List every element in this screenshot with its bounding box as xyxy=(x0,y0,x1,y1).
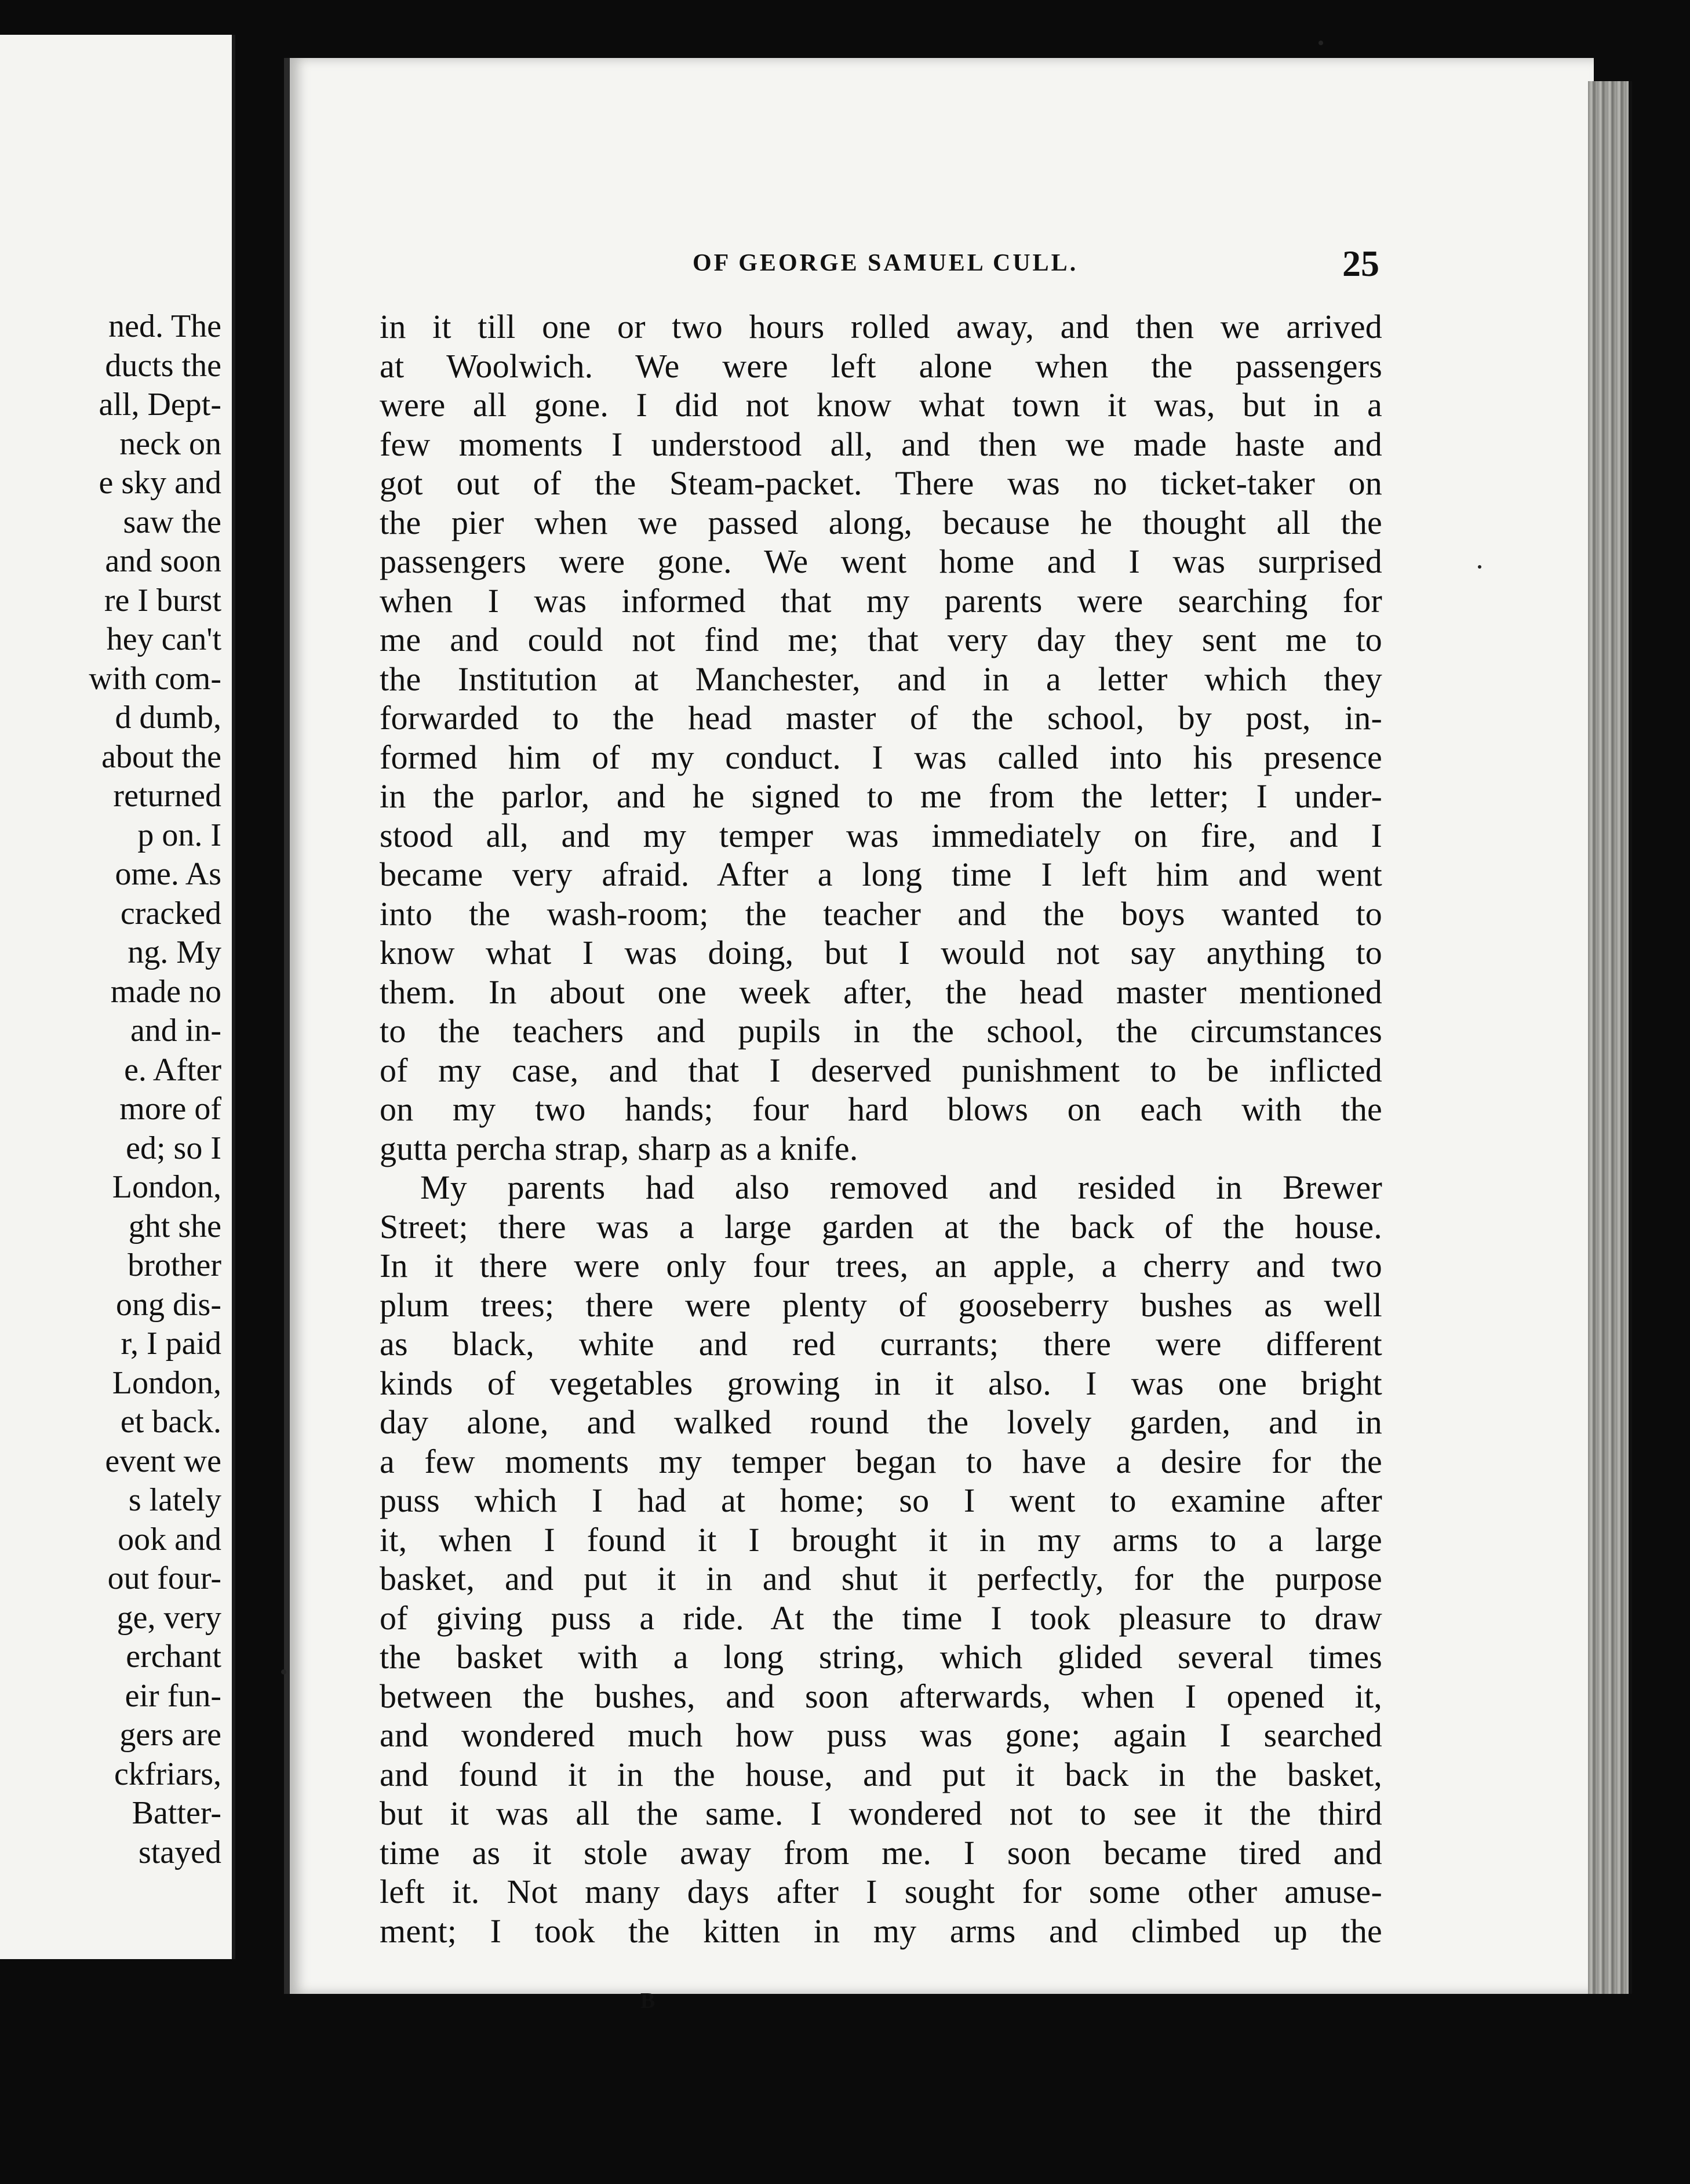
body-line: forwarded to the head master of the school, by post, in- xyxy=(380,699,1382,737)
left-page-line: brother xyxy=(128,1247,221,1283)
body-text xyxy=(380,307,1382,1950)
body-line: time as it stole away from me. I soon became tired and xyxy=(380,1833,1382,1872)
body-line: but it was all the same. I wondered not to see it the third xyxy=(380,1794,1382,1832)
body-line: know what I was doing, but I would not say anything to xyxy=(380,934,1382,971)
body-line: and found it in the house, and put it back in the basket, xyxy=(380,1755,1382,1793)
body-line: passengers were gone. We went home and I was surprised xyxy=(380,543,1382,580)
left-page-line: cracked xyxy=(120,895,221,931)
left-page-line: e sky and xyxy=(99,465,221,501)
body-line: plum trees; there were plenty of gooseberry bushes as well xyxy=(380,1286,1382,1324)
left-page-line: about the xyxy=(101,738,221,775)
left-page-line: hey can't xyxy=(106,621,221,657)
left-page-line: ducts the xyxy=(105,347,221,384)
left-page-line: gers are xyxy=(119,1717,221,1753)
left-page-line: ght she xyxy=(128,1208,221,1244)
ink-speck xyxy=(1478,565,1481,569)
left-page-line: out four- xyxy=(107,1560,221,1596)
body-line: puss which I had at home; so I went to examine after xyxy=(380,1482,1382,1519)
body-line: a few moments my temper began to have a desire for the xyxy=(380,1442,1382,1480)
ink-speck xyxy=(281,1669,286,1675)
left-page-line: ed; so I xyxy=(126,1130,221,1166)
left-facing-page xyxy=(0,35,235,1959)
left-page-line: ckfriars, xyxy=(114,1756,221,1792)
body-line: between the bushes, and soon afterwards, when I opened it, xyxy=(380,1677,1382,1715)
body-line: In it there were only four trees, an apple, a cherry and two xyxy=(380,1247,1382,1284)
left-page-line: and soon xyxy=(105,543,221,579)
left-page-line: London, xyxy=(112,1364,221,1401)
running-head xyxy=(383,243,1379,296)
body-line: on my two hands; four hard blows on each with the xyxy=(380,1090,1382,1128)
page-edge-stack xyxy=(1588,81,1632,1994)
left-page-line: et back. xyxy=(120,1404,221,1440)
body-line: ment; I took the kitten in my arms and climbed up the xyxy=(380,1912,1382,1950)
left-page-line: ome. As xyxy=(115,856,221,892)
signature-mark: B xyxy=(640,1989,655,2013)
running-head-title: OF GEORGE SAMUEL CULL. xyxy=(693,250,1079,276)
body-line: when I was informed that my parents were searching for xyxy=(380,581,1382,620)
left-page-line: ng. My xyxy=(128,934,221,970)
left-page-line: ned. The xyxy=(108,308,221,344)
body-line: it, when I found it I brought it in my arms to a large xyxy=(380,1520,1382,1559)
body-line: the pier when we passed along, because he thought all the xyxy=(380,503,1382,541)
body-line: them. In about one week after, the head master mentioned xyxy=(380,973,1382,1011)
left-page-line: re I burst xyxy=(104,582,221,618)
left-page-line: s lately xyxy=(128,1482,221,1518)
left-page-text xyxy=(0,307,221,1872)
left-page-line: d dumb, xyxy=(115,700,221,736)
left-page-line: saw the xyxy=(123,504,221,540)
left-page-line: p on. I xyxy=(137,817,221,853)
left-page-line: ong dis- xyxy=(116,1286,221,1323)
body-line: into the wash-room; the teacher and the boys wanted to xyxy=(380,894,1382,933)
body-line: few moments I understood all, and then we made haste and xyxy=(380,425,1382,463)
body-line: at Woolwich. We were left alone when the passengers xyxy=(380,347,1382,385)
left-page-line: London, xyxy=(112,1169,221,1205)
left-page-line: e. After xyxy=(124,1051,221,1088)
body-line: got out of the Steam-packet. There was no ticket-taker on xyxy=(380,464,1382,502)
body-line: as black, white and red currants; there were different xyxy=(380,1325,1382,1363)
left-page-line: erchant xyxy=(126,1639,221,1675)
body-line: formed him of my conduct. I was called into his presence xyxy=(380,738,1382,776)
body-line: of my case, and that I deserved punishment to be inflicted xyxy=(380,1051,1382,1089)
left-page-line: returned xyxy=(113,778,221,814)
left-page-line: stayed xyxy=(138,1834,221,1870)
body-line: stood all, and my temper was immediately on fire, and I xyxy=(380,816,1382,854)
body-line: were all gone. I did not know what town it was, but in a xyxy=(380,386,1382,424)
left-page-line: all, Dept- xyxy=(99,387,221,423)
left-page-line: r, I paid xyxy=(121,1326,221,1362)
ink-speck xyxy=(1319,41,1323,45)
left-page-line: ook and xyxy=(118,1521,221,1557)
body-line: of giving puss a ride. At the time I took pleasure to draw xyxy=(380,1599,1382,1637)
left-page-line: Batter- xyxy=(132,1795,221,1831)
body-line: My parents had also removed and resided in Brewer xyxy=(420,1169,1382,1206)
body-line: gutta percha strap, sharp as a knife. xyxy=(380,1129,858,1167)
left-page-line: eir fun- xyxy=(125,1677,221,1714)
left-page-line: more of xyxy=(119,1091,221,1127)
left-page-line: neck on xyxy=(119,425,221,462)
body-line: me and could not find me; that very day they sent me to xyxy=(380,621,1382,658)
body-line: the Institution at Manchester, and in a letter which they xyxy=(380,660,1382,698)
body-line: the basket with a long string, which glided several times xyxy=(380,1638,1382,1676)
page-number: 25 xyxy=(1342,243,1379,284)
body-line: in the parlor, and he signed to me from the letter; I under- xyxy=(380,777,1382,815)
body-line: left it. Not many days after I sought for some other amuse- xyxy=(380,1873,1382,1910)
body-line: kinds of vegetables growing in it also. I was one bright xyxy=(380,1364,1382,1402)
body-line: basket, and put it in and shut it perfectly, for the purpose xyxy=(380,1560,1382,1597)
body-line: in it till one or two hours rolled away, and then we arrived xyxy=(380,308,1382,345)
left-page-line: with com- xyxy=(89,660,221,697)
body-line: to the teachers and pupils in the school, the circumstances xyxy=(380,1012,1382,1050)
left-page-line: and in- xyxy=(130,1013,221,1049)
body-line: day alone, and walked round the lovely garden, and in xyxy=(380,1403,1382,1441)
left-page-line: made no xyxy=(110,973,221,1010)
body-line: and wondered much how puss was gone; again I searched xyxy=(380,1716,1382,1754)
left-page-line: ge, very xyxy=(116,1599,221,1636)
left-page-line: event we xyxy=(105,1443,221,1479)
body-line: became very afraid. After a long time I left him and went xyxy=(380,856,1382,893)
body-line: Street; there was a large garden at the back of the house. xyxy=(380,1207,1382,1246)
